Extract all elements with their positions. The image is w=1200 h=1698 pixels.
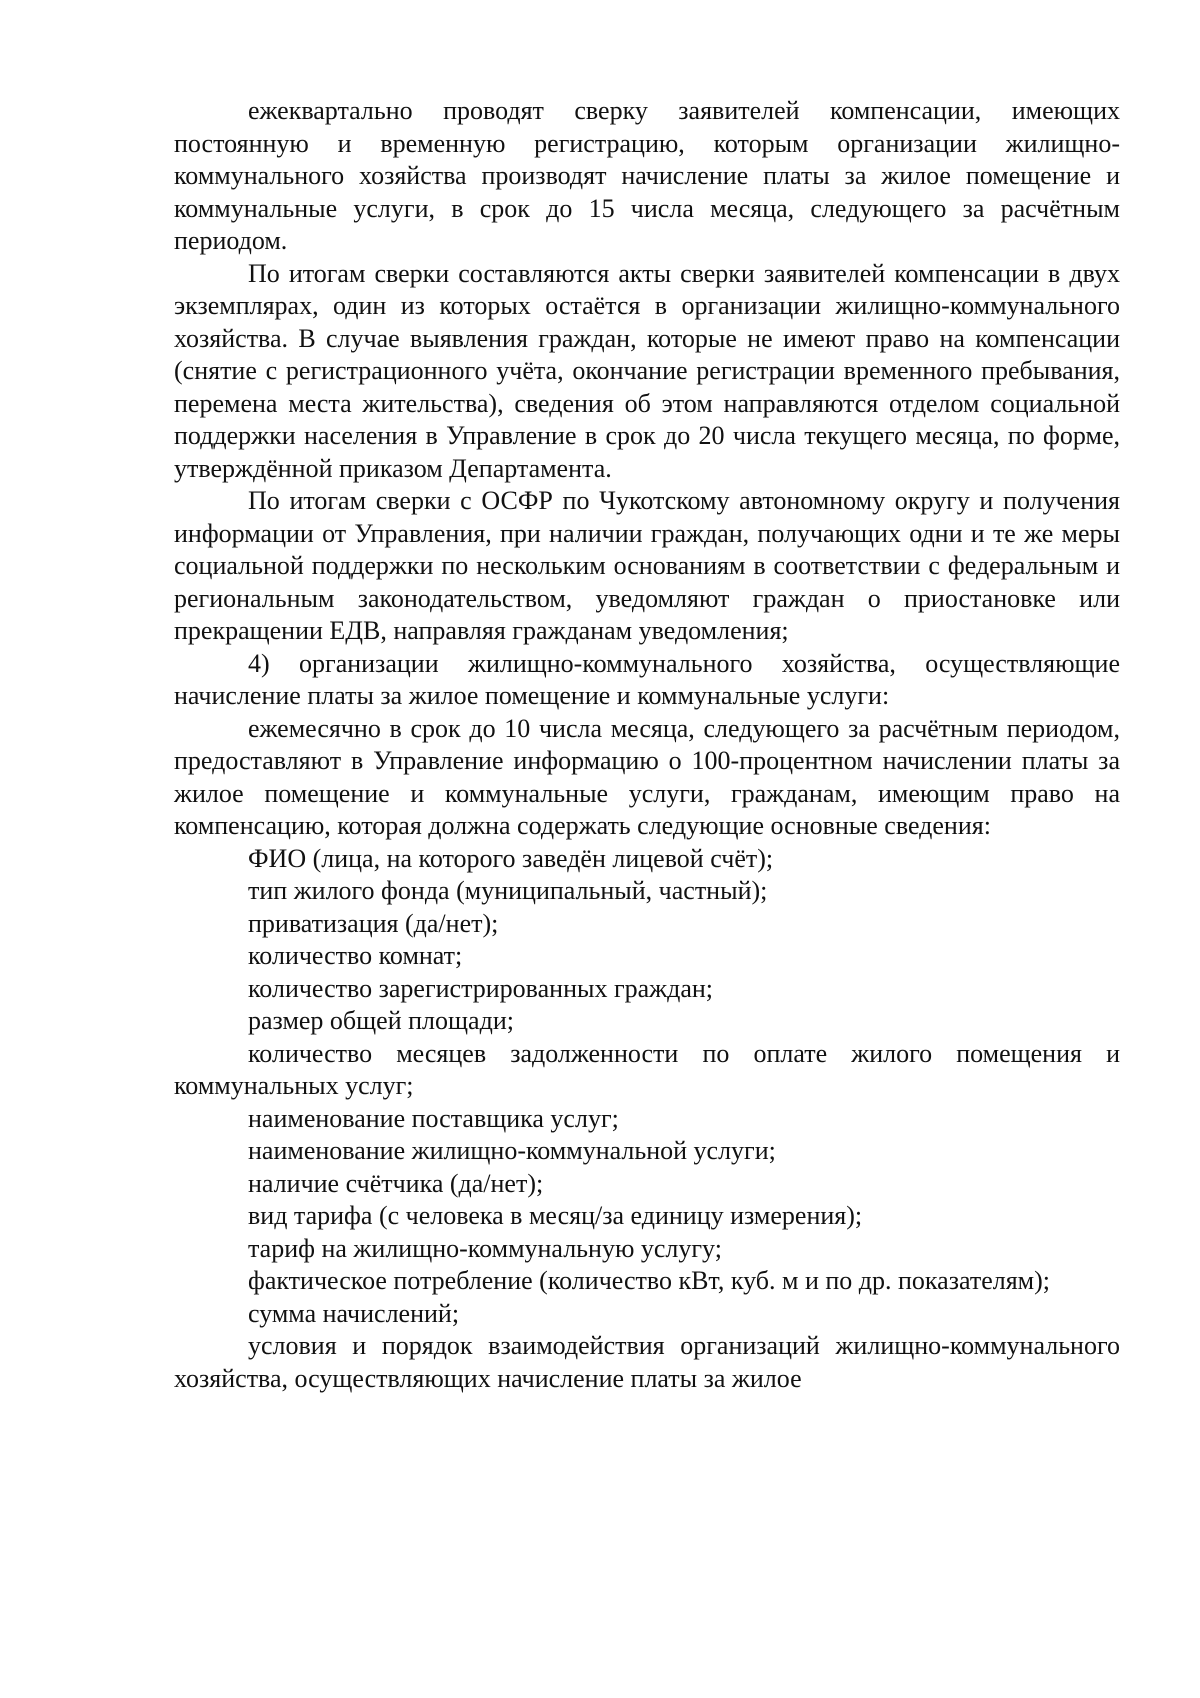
list-item: сумма начислений; xyxy=(248,1298,460,1328)
document-page xyxy=(174,95,1120,1395)
list-item: количество комнат; xyxy=(248,941,463,970)
list-item: размер общей площади; xyxy=(248,1006,514,1035)
paragraph-reconciliation-schedule: ежеквартально проводят сверку заявителей компенсации, имеющих постоянную и временную регистрацию, которым организации жилищно-коммунального хозяйства производят начисление платы за жилое помещение и коммунальные услуги, в срок до 15 числа месяца, следующего за расчётным периодом. xyxy=(174,96,1120,255)
list-item: наличие счётчика (да/нет); xyxy=(248,1168,544,1198)
list-item: приватизация (да/нет); xyxy=(248,908,499,938)
list-item: вид тарифа (с человека в месяц/за единицу измерения); xyxy=(248,1201,863,1230)
list-item: тариф на жилищно-коммунальную услугу; xyxy=(248,1233,722,1263)
paragraph-monthly-information: ежемесячно в срок до 10 числа месяца, следующего за расчётным периодом, предоставляют в Управление информацию о 100-процентном начислении платы за жилое помещение и коммунальные услуги, гражданам, имеющим право на компенсацию, которая должна содержать следующие основные сведения: xyxy=(174,713,1120,840)
list-item: тип жилого фонда (муниципальный, частный); xyxy=(248,876,768,905)
list-item: количество месяцев задолженности по оплате жилого помещения и коммунальных услуг; xyxy=(174,1038,1120,1100)
list-item: фактическое потребление (количество кВт, куб. м и по др. показателям); xyxy=(248,1266,1051,1295)
list-item: ФИО (лица, на которого заведён лицевой счёт); xyxy=(248,843,774,873)
paragraph-interaction-conditions: условия и порядок взаимодействия организаций жилищно-коммунального хозяйства, осуществляющих начисление платы за жилое xyxy=(174,1331,1120,1393)
paragraph-reconciliation-acts: По итогам сверки составляются акты сверки заявителей компенсации в двух экземплярах, один из которых остаётся в организации жилищно-коммунального хозяйства. В случае выявления граждан, которые не имеют право на компенсации (снятие с регистрационного учёта, окончание регистрации временного пребывания, перемена места жительства), сведения об этом направляются отделом социальной поддержки населения в Управление в срок до 20 числа текущего месяца, по форме, утверждённой приказом Департамента. xyxy=(174,258,1120,483)
list-item: количество зарегистрированных граждан; xyxy=(248,973,714,1003)
paragraph-osfr-reconciliation: По итогам сверки с ОСФР по Чукотскому автономному округу и получения информации от Управления, при наличии граждан, получающих одни и те же меры социальной поддержки по нескольким основаниям в соответствии с федеральным и региональным законодательством, уведомляют граждан о приостановке или прекращении ЕДВ, направляя гражданам уведомления; xyxy=(174,486,1120,645)
required-fields-list xyxy=(174,843,1120,1331)
list-item: наименование поставщика услуг; xyxy=(248,1103,619,1133)
paragraph-utility-organizations: 4) организации жилищно-коммунального хозяйства, осуществляющие начисление платы за жилое помещение и коммунальные услуги: xyxy=(174,648,1120,710)
list-item: наименование жилищно-коммунальной услуги; xyxy=(248,1136,776,1165)
